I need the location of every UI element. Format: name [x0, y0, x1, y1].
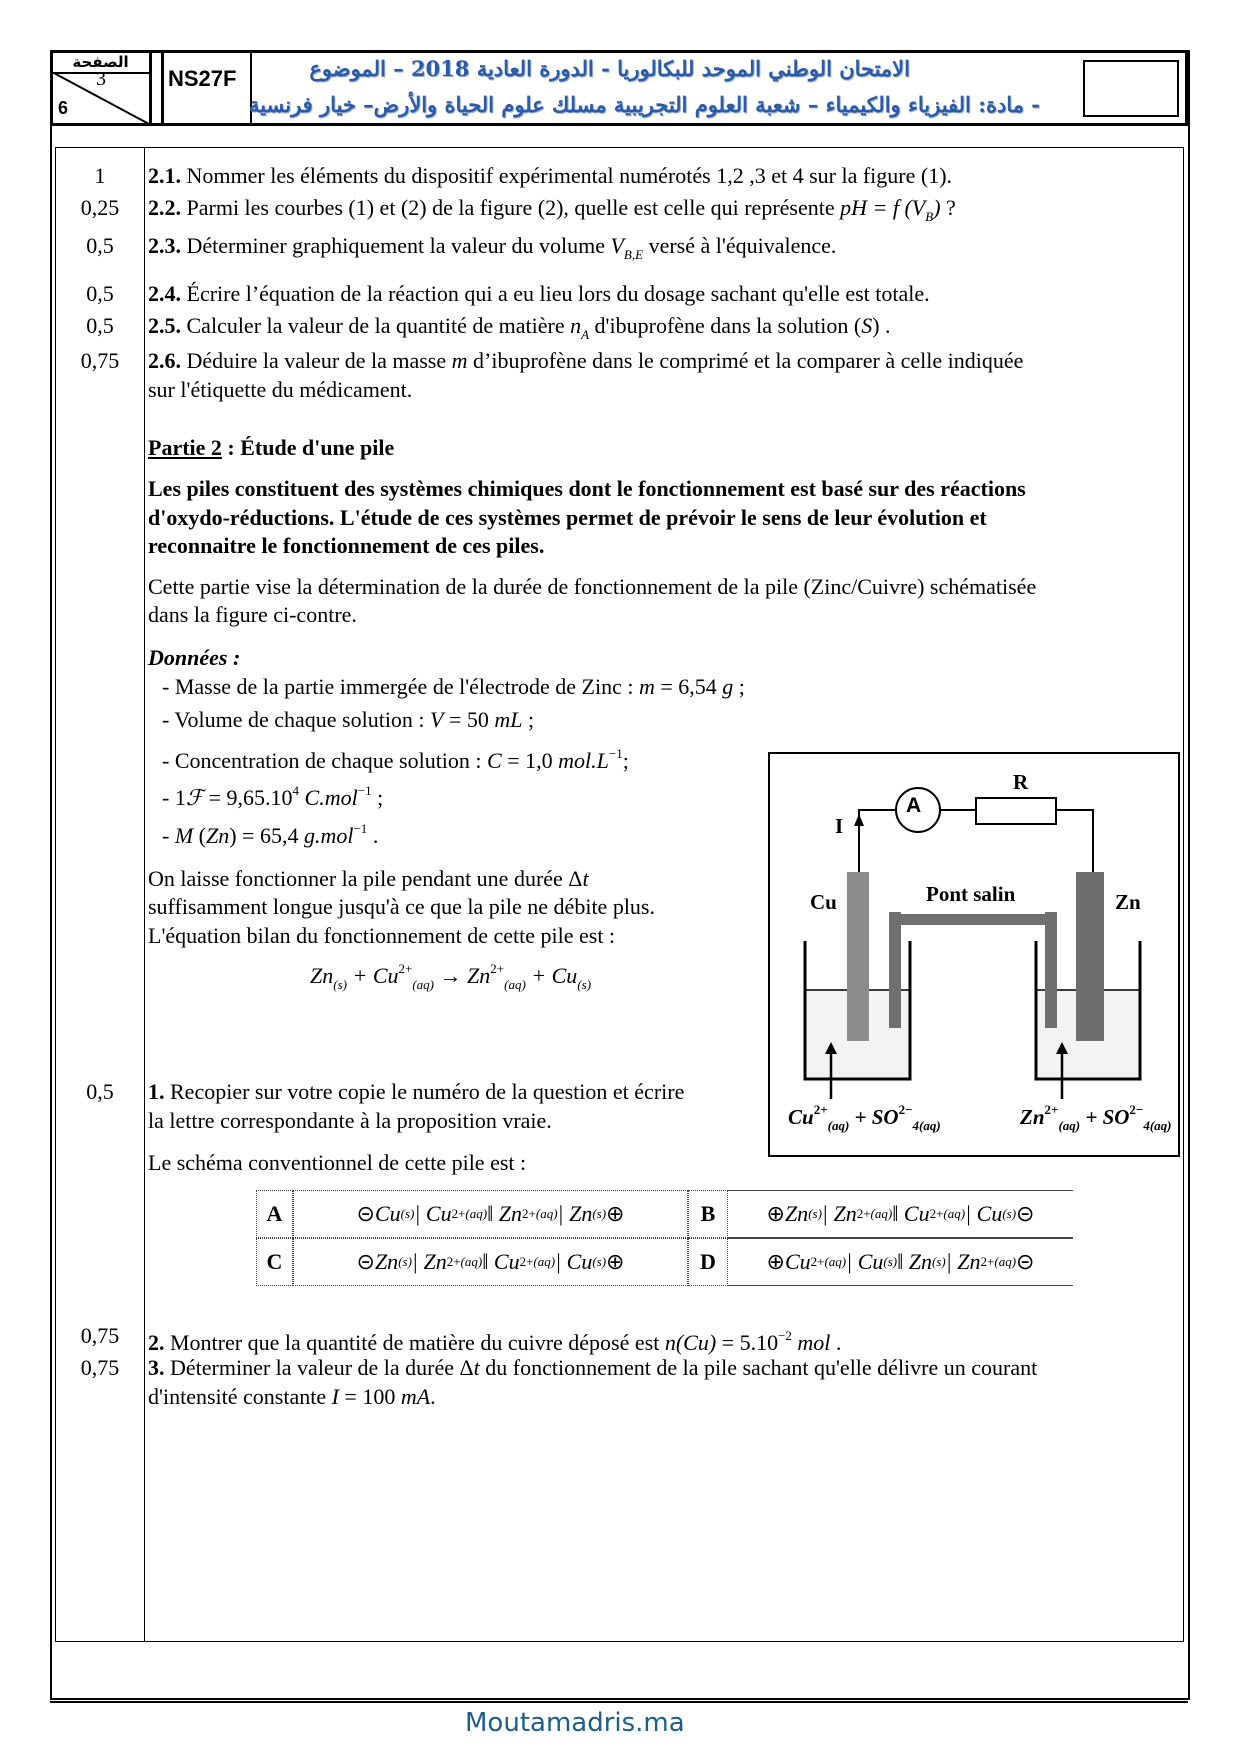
- text-segment: du fonctionnement de la pile sachant qu'elle délivre un courant: [479, 1355, 1038, 1380]
- subscript: A: [581, 327, 590, 342]
- text-segment: S: [861, 313, 873, 338]
- subscript: B: [925, 209, 934, 224]
- subscript: 4(aq): [1143, 1118, 1172, 1133]
- text-line: [148, 233, 836, 268]
- superscript: 2+: [980, 1254, 995, 1269]
- section-heading: [148, 435, 394, 461]
- page-current: 3: [96, 68, 106, 90]
- text-segment: Écrire l’équation de la réaction qui a eu lieu lors du dosage sachant qu'elle est totale.: [181, 281, 930, 306]
- superscript: 2+: [490, 961, 505, 976]
- text-segment: | Cu: [555, 1249, 593, 1274]
- text-segment: 2.2.: [148, 195, 181, 220]
- subscript: (s): [1002, 1206, 1017, 1221]
- text-segment: Nommer les éléments du dispositif expérimental numérotés 1,2 ,3 et 4 sur la figure (1).: [181, 163, 953, 188]
- text-segment: | Cu: [846, 1249, 884, 1274]
- text-segment: ‖ Cu: [482, 1249, 520, 1274]
- option-letter: B: [688, 1190, 728, 1238]
- text-segment: d'intensité constante: [148, 1384, 332, 1409]
- text-segment: ‖ Zn: [897, 1249, 933, 1274]
- text-segment: 2.3.: [148, 233, 181, 258]
- subscript: (s): [577, 977, 592, 992]
- option-formula: [293, 1238, 688, 1286]
- option-formula: [293, 1190, 688, 1238]
- superscript: −1: [608, 746, 623, 761]
- text-line: [162, 816, 378, 849]
- text-line: [148, 1150, 526, 1176]
- score-value: 1: [94, 163, 106, 188]
- superscript: 2+: [398, 961, 413, 976]
- subscript: (s): [883, 1254, 898, 1269]
- subscript: (s): [333, 977, 347, 992]
- score-value: 0,5: [86, 281, 114, 306]
- subscript: (s): [400, 1206, 415, 1221]
- text-line: [148, 163, 952, 189]
- text-segment: - Masse de la partie immergée de l'électrode de Zinc :: [162, 674, 639, 699]
- option-formula: [728, 1238, 1073, 1286]
- text-line: [148, 1079, 684, 1105]
- subscript: (aq): [460, 1254, 483, 1269]
- subscript: (s): [932, 1254, 946, 1269]
- superscript: 2+: [810, 1254, 825, 1269]
- zn-electrode: [1076, 872, 1104, 1041]
- subscript: (aq): [412, 977, 435, 992]
- text-line: [148, 1384, 436, 1410]
- page-label: الصفحة: [52, 52, 149, 74]
- page-number-box: [52, 52, 152, 124]
- text-segment: | Zn: [411, 1249, 447, 1274]
- text-segment: ;: [622, 748, 629, 773]
- text-segment: suffisamment longue jusqu'à ce que la pile ne débite plus.: [148, 894, 655, 919]
- header-empty-box: [1083, 60, 1179, 117]
- text-segment: ;: [522, 707, 535, 732]
- superscript: 2+: [1044, 1102, 1059, 1117]
- text-segment: .: [367, 823, 379, 848]
- text-segment: On laisse fonctionner la pile pendant une durée Δ: [148, 866, 583, 891]
- text-segment: ): [933, 195, 941, 220]
- text-segment: | Zn: [821, 1201, 857, 1226]
- text-segment: | Cu: [414, 1201, 452, 1226]
- option-formula: [728, 1190, 1073, 1238]
- subscript: 4(aq): [912, 1118, 941, 1133]
- text-segment: | Zn: [557, 1201, 593, 1226]
- text-line: [148, 377, 412, 403]
- text-segment: sur l'étiquette du médicament.: [148, 377, 413, 402]
- text-line: [148, 1355, 1037, 1381]
- text-segment: Zn: [1020, 1105, 1045, 1129]
- exam-code: NS27F: [161, 52, 252, 124]
- text-segment: C: [487, 748, 502, 773]
- text-segment: ⊝: [1016, 1201, 1035, 1226]
- text-segment: Cu: [784, 1249, 811, 1274]
- text-segment: ⊕: [766, 1249, 785, 1274]
- left-solution-label: [788, 1102, 941, 1134]
- text-segment: | Zn: [945, 1249, 981, 1274]
- text-line: [148, 476, 1026, 502]
- text-segment: ⊕: [606, 1201, 625, 1226]
- text-segment: (: [193, 823, 206, 848]
- text-line: [148, 574, 1036, 600]
- text-segment: Montrer que la quantité de matière du cuivre déposé est: [164, 1330, 665, 1355]
- subscript: (aq): [535, 1206, 558, 1221]
- text-segment: Zn: [310, 963, 334, 988]
- score-value: 0,5: [86, 313, 114, 338]
- text-segment: .: [430, 1384, 436, 1409]
- text-segment: 2.4.: [148, 281, 181, 306]
- text-segment: V: [610, 233, 624, 258]
- text-segment: Déterminer la valeur de la durée Δ: [164, 1355, 474, 1380]
- superscript: 2+: [519, 1254, 534, 1269]
- text-segment: + SO: [1080, 1105, 1130, 1129]
- subscript: (s): [398, 1254, 412, 1269]
- pile-diagram: [770, 754, 1178, 1155]
- text-segment: 2.5.: [148, 313, 181, 338]
- text-segment: + Cu: [525, 963, 578, 988]
- text-segment: ⊕: [766, 1201, 785, 1226]
- text-segment: ?: [940, 195, 956, 220]
- text-segment: = 9,65.10: [203, 785, 293, 810]
- subscript: (s): [592, 1254, 607, 1269]
- text-segment: Cu: [788, 1105, 814, 1129]
- text-segment: Les piles constituent des systèmes chimiques dont le fonctionnement est basé sur des réactions: [148, 476, 1026, 501]
- score-value: 0,75: [80, 348, 120, 373]
- superscript: 2+: [446, 1254, 461, 1269]
- text-segment: la lettre correspondante à la proposition vraie.: [148, 1108, 552, 1133]
- text-segment: = 6,54: [654, 674, 723, 699]
- text-segment: mL: [494, 707, 523, 732]
- text-segment: = 50: [443, 707, 495, 732]
- text-segment: mA: [400, 1384, 431, 1409]
- score-value: 0,75: [80, 1355, 120, 1380]
- text-segment: .: [830, 1330, 842, 1355]
- superscript: 2+: [522, 1206, 536, 1221]
- schema-choice-table: [256, 1190, 1073, 1286]
- current-label: I: [835, 814, 844, 838]
- cu-electrode: [847, 872, 869, 1041]
- text-line: [148, 1323, 841, 1356]
- text-segment: g: [722, 674, 734, 699]
- text-line: [162, 778, 383, 811]
- text-segment: Zn: [374, 1249, 399, 1274]
- text-segment: L'équation bilan du fonctionnement de cette pile est :: [148, 923, 616, 948]
- superscript: −1: [357, 783, 372, 798]
- text-line: [148, 505, 987, 531]
- text-segment: Zn: [784, 1201, 809, 1226]
- text-segment: Données :: [148, 645, 241, 670]
- superscript: 2+: [856, 1206, 871, 1221]
- text-segment: ;: [371, 785, 384, 810]
- current-arrow-icon: [854, 814, 864, 826]
- superscript: 2+: [451, 1206, 466, 1221]
- text-line: [148, 894, 655, 920]
- text-segment: Déduire la valeur de la masse: [181, 348, 452, 373]
- subscript: (s): [808, 1206, 822, 1221]
- text-segment: 3.: [148, 1355, 165, 1380]
- footer-rule: [50, 1701, 1188, 1703]
- text-segment: m: [638, 674, 655, 699]
- text-line: [310, 956, 591, 998]
- superscript: −2: [778, 1328, 792, 1343]
- text-segment: ;: [733, 674, 745, 699]
- text-segment: 2.6.: [148, 348, 181, 373]
- superscript: 2+: [929, 1206, 944, 1221]
- text-segment: t: [473, 1355, 480, 1380]
- text-segment: ) = 65,4: [229, 823, 304, 848]
- text-segment: m: [451, 348, 468, 373]
- text-segment: Calculer la valeur de la quantité de matière: [181, 313, 571, 338]
- pile-figure: [768, 752, 1180, 1157]
- subscript: (aq): [533, 1254, 556, 1269]
- ammeter-label: A: [906, 794, 922, 817]
- text-line: [148, 1108, 552, 1134]
- text-segment: V: [430, 707, 444, 732]
- text-line: [148, 645, 240, 671]
- right-solution-label: [1020, 1102, 1172, 1134]
- score-value: 0,5: [86, 233, 114, 258]
- text-segment: | Cu: [965, 1201, 1003, 1226]
- text-line: [148, 602, 357, 628]
- text-segment: - Concentration de chaque solution :: [162, 748, 488, 773]
- text-line: [148, 195, 956, 230]
- text-segment: dans la figure ci-contre.: [148, 602, 357, 627]
- cu-label: Cu: [810, 890, 837, 914]
- option-letter: C: [256, 1238, 293, 1286]
- text-segment: pH = f (V: [840, 195, 926, 220]
- text-segment: ⊕: [606, 1249, 625, 1274]
- text-segment: Déterminer graphiquement la valeur du volume: [181, 233, 611, 258]
- score-value: 0,75: [80, 1323, 120, 1348]
- zn-label: Zn: [1115, 890, 1141, 914]
- subscript: (aq): [994, 1254, 1017, 1269]
- text-segment: d'ibuprofène dans la solution (: [589, 313, 862, 338]
- superscript: 2+: [813, 1102, 828, 1117]
- text-segment: → Zn: [434, 963, 491, 988]
- text-segment: ⊝: [356, 1249, 375, 1274]
- text-segment: -: [162, 823, 175, 848]
- header-title-line2: - مادة: الفيزياء والكيمياء – شعبة العلوم التجريبية مسلك علوم الحياة والأرض– خيار فرنسية: [248, 92, 1040, 117]
- text-segment: : Étude d'une pile: [221, 435, 395, 460]
- text-line: [148, 348, 1023, 374]
- text-segment: M: [174, 823, 194, 848]
- text-segment: + SO: [849, 1105, 899, 1129]
- subscript: (aq): [943, 1206, 966, 1221]
- text-segment: reconnaitre le fonctionnement de ces piles.: [148, 533, 545, 558]
- text-segment: ⊝: [1016, 1249, 1035, 1274]
- subscript: (aq): [870, 1206, 893, 1221]
- text-segment: = 1,0: [501, 748, 559, 773]
- text-line: [162, 741, 629, 774]
- text-segment: mol: [791, 1330, 831, 1355]
- text-segment: n(Cu): [664, 1330, 717, 1355]
- resistor-label: R: [1013, 770, 1029, 794]
- text-segment: Cu: [374, 1201, 401, 1226]
- text-segment: ‖ Zn: [487, 1201, 523, 1226]
- subscript: (aq): [824, 1254, 847, 1269]
- text-segment: - 1: [162, 785, 186, 810]
- salt-bridge-label: Pont salin: [926, 882, 1016, 906]
- text-segment: d'oxydo-réductions. L'étude de ces systèmes permet de prévoir le sens de leur évolution et: [148, 505, 987, 530]
- score-value: 0,25: [80, 195, 120, 220]
- text-segment: 1.: [148, 1079, 165, 1104]
- text-segment: g.mol: [303, 823, 354, 848]
- text-segment: ℱ: [185, 785, 204, 810]
- subscript: (aq): [504, 977, 526, 992]
- subscript: (aq): [1058, 1118, 1081, 1133]
- text-segment: + Cu: [346, 963, 399, 988]
- text-segment: 2.1.: [148, 163, 181, 188]
- superscript: −1: [353, 821, 368, 836]
- text-segment: 2.: [148, 1330, 165, 1355]
- superscript: 2−: [898, 1102, 913, 1117]
- text-segment: - Volume de chaque solution :: [162, 707, 431, 732]
- score-value: 0,5: [86, 1079, 114, 1104]
- option-letter: D: [688, 1238, 728, 1286]
- text-segment: d’ibuprofène dans le comprimé et la comparer à celle indiquée: [467, 348, 1024, 373]
- text-segment: Parmi les courbes (1) et (2) de la figure (2), quelle est celle qui représente: [181, 195, 841, 220]
- subscript: (s): [592, 1206, 607, 1221]
- text-segment: mol.L: [558, 748, 609, 773]
- text-line: [162, 707, 534, 733]
- text-line: [148, 533, 544, 559]
- text-segment: versé à l'équivalence.: [643, 233, 837, 258]
- text-line: [148, 281, 930, 307]
- footer-logo: Moutamadris.ma: [465, 1708, 685, 1738]
- subscript: (aq): [465, 1206, 488, 1221]
- text-segment: Le schéma conventionnel de cette pile est :: [148, 1150, 527, 1175]
- text-line: [148, 313, 891, 348]
- text-segment: ) .: [872, 313, 891, 338]
- text-segment: = 100: [338, 1384, 401, 1409]
- text-segment: Cette partie vise la détermination de la durée de fonctionnement de la pile (Zinc/Cuivre) schématisée: [148, 574, 1037, 599]
- superscript: 2−: [1129, 1102, 1144, 1117]
- text-segment: ⊝: [356, 1201, 375, 1226]
- superscript: 4: [292, 783, 300, 798]
- resistor-icon: [976, 798, 1056, 824]
- text-segment: = 5.10: [716, 1330, 779, 1355]
- text-segment: Recopier sur votre copie le numéro de la question et écrire: [164, 1079, 685, 1104]
- text-segment: C.mol: [299, 785, 358, 810]
- text-segment: n: [570, 313, 582, 338]
- page-total: 6: [58, 98, 69, 118]
- header-title-line1: الامتحان الوطني الموحد للبكالوريا - الدورة العادية 2018 – الموضوع: [309, 56, 910, 81]
- text-segment: t: [582, 866, 589, 891]
- subscript: (aq): [827, 1118, 850, 1133]
- salt-bridge: [889, 912, 1057, 1028]
- text-line: [148, 866, 589, 892]
- option-letter: A: [256, 1190, 293, 1238]
- text-segment: I: [331, 1384, 339, 1409]
- text-segment: Zn: [205, 823, 230, 848]
- text-line: [162, 674, 745, 700]
- text-segment: ‖ Cu: [892, 1201, 930, 1226]
- subscript: B,E: [623, 247, 644, 262]
- text-segment: Partie 2: [148, 435, 222, 460]
- text-line: [148, 923, 615, 949]
